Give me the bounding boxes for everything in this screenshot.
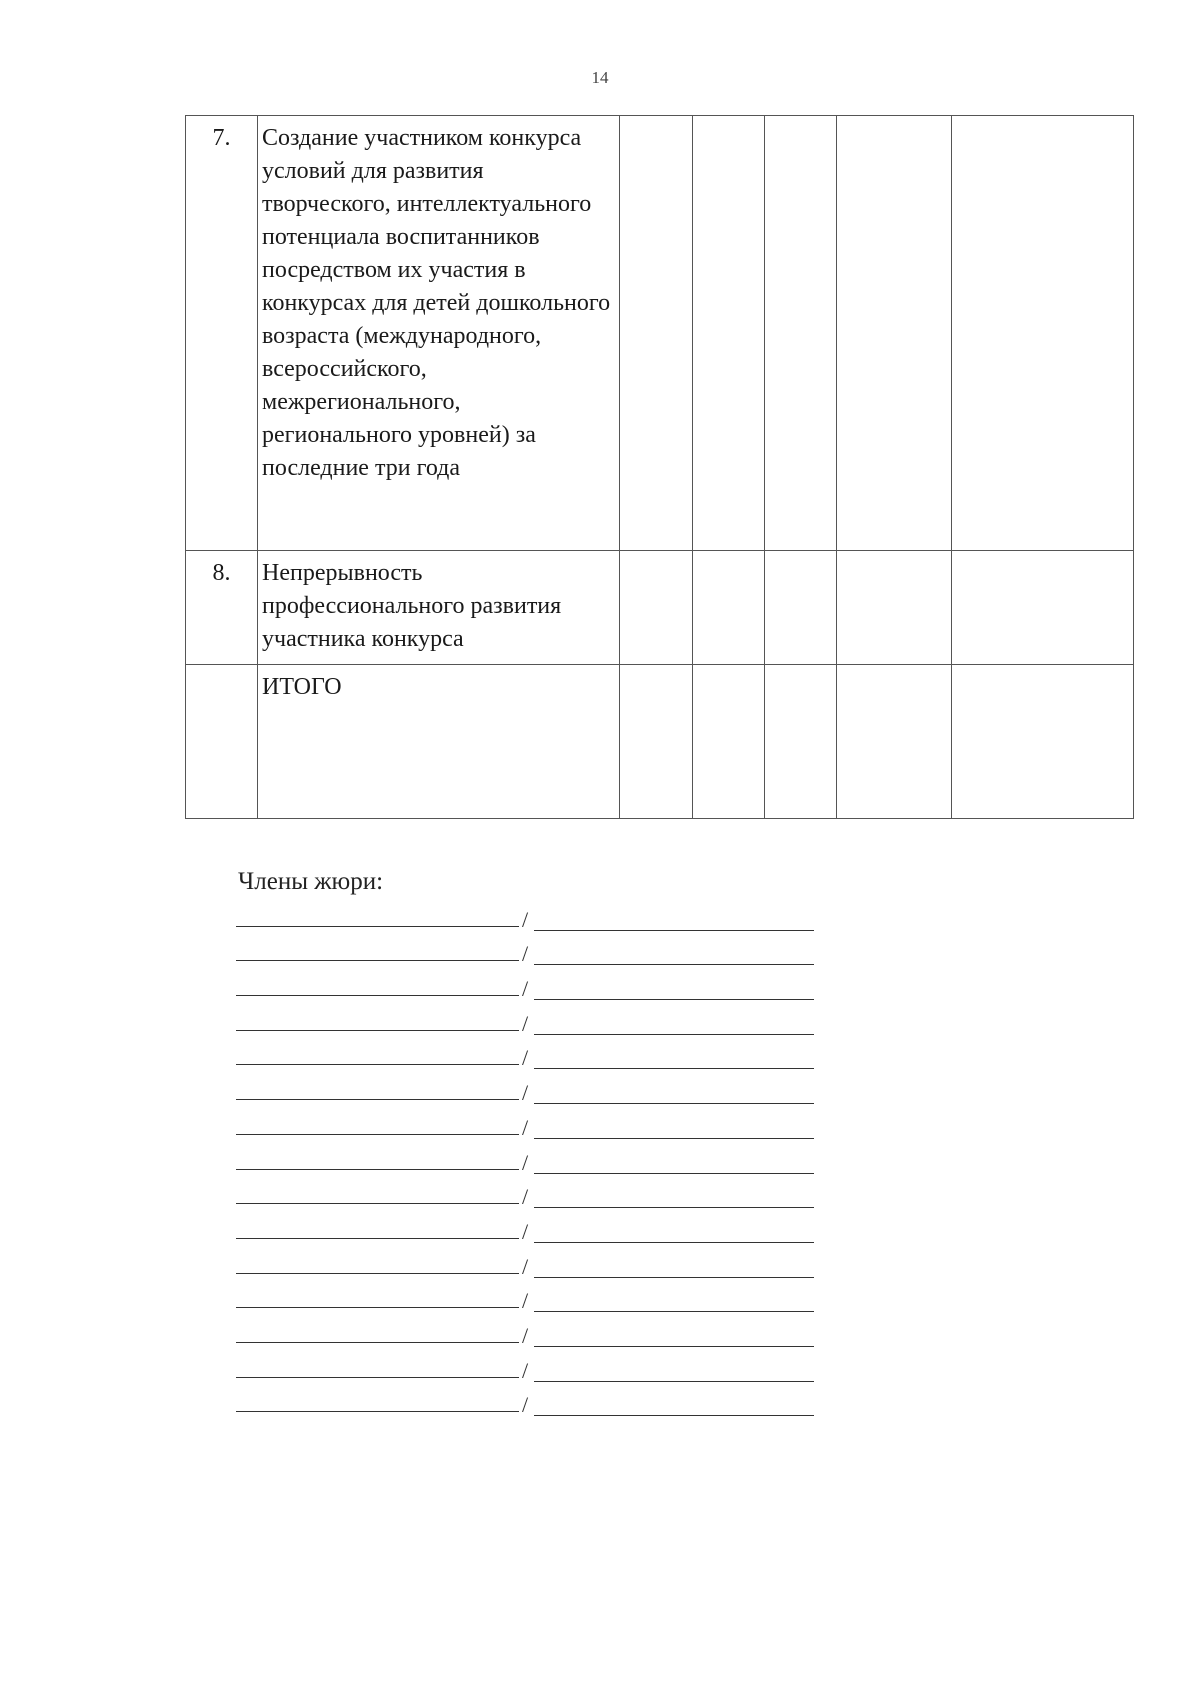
score-cell	[952, 551, 1134, 665]
signature-line	[236, 1314, 814, 1349]
signature-line	[236, 1245, 814, 1280]
score-cell	[620, 116, 693, 551]
signature-separator: /	[522, 906, 529, 932]
name-blank	[534, 1103, 814, 1104]
signature-blank	[236, 995, 519, 996]
name-blank	[534, 999, 814, 1000]
score-cell	[952, 665, 1134, 819]
signature-separator: /	[522, 1253, 529, 1279]
signature-separator: /	[522, 941, 529, 967]
signature-separator: /	[522, 1357, 529, 1383]
score-cell	[952, 116, 1134, 551]
criterion-text: Создание участником конкурса условий для развития творческого, интеллектуального потенциала воспитанников посредством их участия в конкурсах для детей дошкольного возраста (международного, всероссийского, межрегионального, регионального уровней) за последние три года	[258, 116, 620, 551]
signature-line	[236, 1002, 814, 1037]
signature-separator: /	[522, 976, 529, 1002]
signature-separator: /	[522, 1080, 529, 1106]
score-cell	[693, 551, 765, 665]
signature-blank	[236, 1411, 519, 1412]
score-cell	[837, 665, 952, 819]
signature-separator: /	[522, 1218, 529, 1244]
signature-line	[236, 967, 814, 1002]
name-blank	[534, 930, 814, 931]
signature-line	[236, 1106, 814, 1141]
signature-blank	[236, 1169, 519, 1170]
score-cell	[620, 551, 693, 665]
signature-line	[236, 1349, 814, 1384]
signature-line	[236, 1141, 814, 1176]
score-cell	[765, 551, 837, 665]
signature-separator: /	[522, 1392, 529, 1418]
signature-line	[236, 1037, 814, 1072]
signature-line	[236, 1071, 814, 1106]
signature-blank	[236, 926, 519, 927]
name-blank	[534, 1068, 814, 1069]
signature-blank	[236, 1238, 519, 1239]
signature-separator: /	[522, 1288, 529, 1314]
row-number: 7.	[186, 116, 258, 551]
name-blank	[534, 1242, 814, 1243]
name-blank	[534, 1138, 814, 1139]
row-number	[186, 665, 258, 819]
signature-separator: /	[522, 1184, 529, 1210]
jury-signature-lines	[236, 898, 814, 1418]
name-blank	[534, 1346, 814, 1347]
signature-blank	[236, 1203, 519, 1204]
name-blank	[534, 1311, 814, 1312]
signature-blank	[236, 1099, 519, 1100]
total-label: ИТОГО	[258, 665, 620, 819]
signature-separator: /	[522, 1010, 529, 1036]
signature-line	[236, 1280, 814, 1315]
name-blank	[534, 964, 814, 965]
signature-line	[236, 1210, 814, 1245]
signature-separator: /	[522, 1114, 529, 1140]
signature-blank	[236, 1273, 519, 1274]
signature-blank	[236, 1134, 519, 1135]
name-blank	[534, 1173, 814, 1174]
score-cell	[765, 665, 837, 819]
table-row	[186, 116, 1134, 551]
signature-line	[236, 933, 814, 968]
score-cell	[837, 116, 952, 551]
score-cell	[837, 551, 952, 665]
total-row	[186, 665, 1134, 819]
name-blank	[534, 1207, 814, 1208]
signature-blank	[236, 1030, 519, 1031]
score-cell	[620, 665, 693, 819]
page-number: 14	[591, 68, 609, 87]
signature-blank	[236, 960, 519, 961]
signature-blank	[236, 1064, 519, 1065]
name-blank	[534, 1381, 814, 1382]
name-blank	[534, 1277, 814, 1278]
name-blank	[534, 1415, 814, 1416]
signature-separator: /	[522, 1045, 529, 1071]
score-cell	[693, 116, 765, 551]
signature-separator: /	[522, 1149, 529, 1175]
score-cell	[765, 116, 837, 551]
signature-blank	[236, 1377, 519, 1378]
signature-separator: /	[522, 1322, 529, 1348]
signature-blank	[236, 1342, 519, 1343]
criterion-text: Непрерывность профессионального развития участника конкурса	[258, 551, 620, 665]
signature-line	[236, 1384, 814, 1419]
score-cell	[693, 665, 765, 819]
signature-line	[236, 898, 814, 933]
row-number: 8.	[186, 551, 258, 665]
table-row	[186, 551, 1134, 665]
name-blank	[534, 1034, 814, 1035]
signature-blank	[236, 1307, 519, 1308]
jury-members-title: Члены жюри:	[238, 868, 384, 895]
signature-line	[236, 1176, 814, 1211]
scoring-table	[185, 115, 1134, 819]
